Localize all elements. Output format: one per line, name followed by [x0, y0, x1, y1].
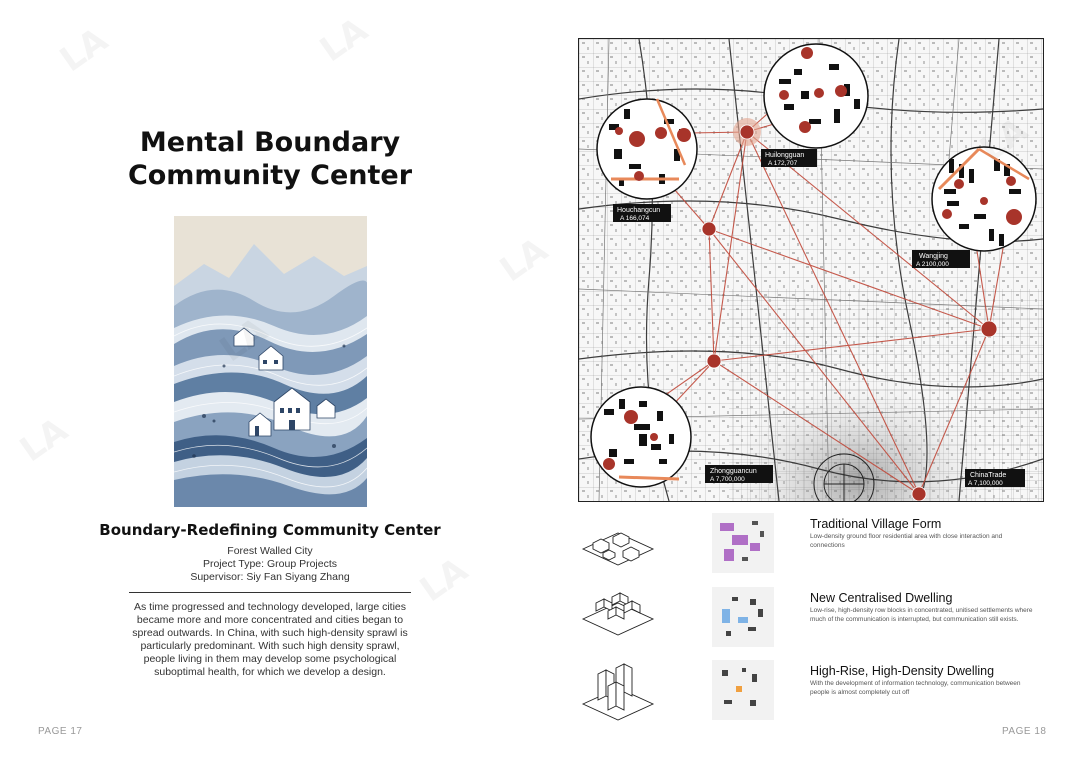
label-huilongguan-name: Huilongguan: [765, 152, 805, 159]
project-supervisor: Supervisor: Siy Fan Siyang Zhang: [190, 571, 350, 583]
urban-network-map: [578, 38, 1044, 502]
label-wangjing-name: Wangjing: [919, 253, 948, 260]
title-line-1: Mental Boundary: [139, 127, 401, 158]
label-wangjing: [912, 250, 970, 268]
title-line-2: Community Center: [127, 160, 413, 191]
cover-illustration: [174, 216, 367, 507]
highrise-plan-thumbnail: [712, 660, 774, 725]
page-number-left: PAGE 17: [38, 726, 83, 737]
label-chinatrade-value: A 7,100,000: [968, 480, 1003, 487]
label-huilongguan: [761, 149, 817, 167]
zoom-huilonguan: [764, 44, 868, 148]
zoom-houchangcun: [597, 99, 697, 199]
label-chinatrade-name: ChinaTrade: [970, 472, 1007, 479]
page-title: [100, 126, 440, 192]
typology-title-2: New Centralised Dwelling: [810, 591, 953, 605]
iso-village-icon: [578, 513, 658, 582]
iso-centralised-icon: [578, 587, 658, 656]
iso-highrise-icon: [578, 660, 658, 729]
label-houchangcun-value: A 166,074: [620, 215, 650, 222]
typology-row: [578, 587, 1042, 651]
typology-title-3: High-Rise, High-Density Dwelling: [810, 664, 995, 678]
typology-desc-2: Low-rise, high-density row blocks in concentrated, unitised settlements where much of the communication is interrupted, but communication still exists.: [810, 607, 1033, 623]
label-wangjing-value: A 2100,000: [916, 261, 949, 268]
typology-row: [578, 660, 1042, 724]
project-subtitle: Boundary-Redefining Community Center: [99, 521, 441, 539]
project-type: Project Type: Group Projects: [202, 558, 338, 570]
label-chinatrade: [965, 469, 1025, 487]
centralised-plan-thumbnail: [712, 587, 774, 652]
label-zhongguancun: [705, 465, 773, 483]
label-zhongguancun-value: A 7,700,000: [710, 476, 745, 483]
typology-desc-1: Low-density ground floor residential area with close interaction and connections: [810, 533, 1003, 549]
divider: [129, 592, 411, 593]
project-description: As time progressed and technology developed, large cities became more and more concentrated and cities began to spread outwards. In China, with such high-density sprawl is particularly predominant. With such high density sprawl, people living in them may develop some psychological suboptimal health, for which we develop a design.: [132, 601, 408, 678]
label-huilongguan-value: A 172,707: [768, 160, 798, 167]
label-houchangcun-name: Houchangcun: [617, 207, 661, 214]
project-location: Forest Walled City: [227, 545, 313, 557]
village-plan-thumbnail: [712, 513, 774, 578]
typology-title-1: Traditional Village Form: [810, 517, 942, 531]
zoom-zhongguancun: [591, 387, 691, 487]
label-houchangcun: [613, 204, 671, 222]
page-number-right: PAGE 18: [1002, 726, 1047, 737]
label-zhongguancun-name: Zhongguancun: [710, 468, 757, 475]
typology-row: [578, 513, 1042, 577]
typology-desc-3: With the development of information technology, communication between people is almost completely cut off: [810, 680, 1021, 696]
zoom-wangjing: [932, 147, 1036, 251]
